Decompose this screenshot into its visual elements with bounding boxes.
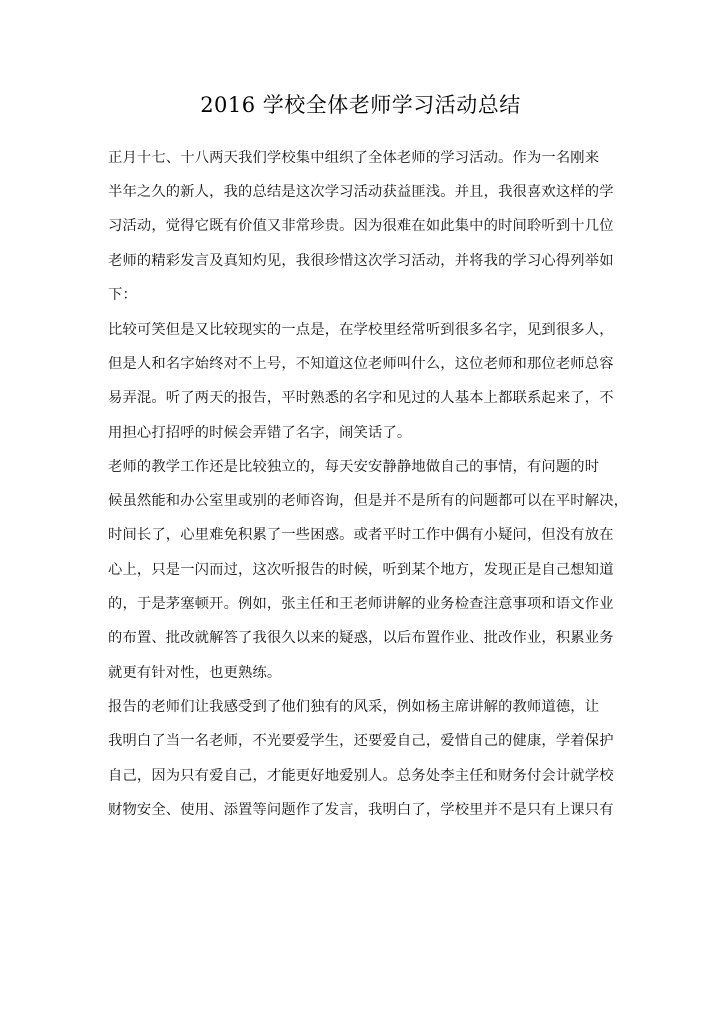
paragraph-line: 自己，因为只有爱自己，才能更好地爱别人。总务处李主任和财务付会计就学校 xyxy=(108,768,614,784)
paragraph-line: 候虽然能和办公室里或别的老师咨询，但是并不是所有的问题都可以在平时解决， xyxy=(108,493,629,509)
document-title: 2016 学校全体老师学习活动总结 xyxy=(200,93,521,117)
paragraph-line: 但是人和名字始终对不上号，不知道这位老师叫什么，这位老师和那位老师总容 xyxy=(108,356,614,372)
paragraph-line: 财物安全、使用、添置等问题作了发言，我明白了，学校里并不是只有上课只有 xyxy=(108,802,614,818)
paragraph-line: 心上，只是一闪而过，这次听报告的时候，听到某个地方，发现正是自己想知道 xyxy=(108,562,614,578)
paragraph-line: 老师的教学工作还是比较独立的，每天安安静静地做自己的事情，有问题的时 xyxy=(108,459,600,475)
paragraph-line: 的，于是茅塞顿开。例如，张主任和王老师讲解的业务检查注意事项和语文作业 xyxy=(108,596,614,612)
paragraph-line: 就更有针对性，也更熟练。 xyxy=(108,665,282,681)
paragraph-line: 易弄混。听了两天的报告，平时熟悉的名字和见过的人基本上都联系起来了，不 xyxy=(108,390,614,406)
paragraph-line: 时间长了，心里难免积累了一些困惑。或者平时工作中偶有小疑问，但没有放在 xyxy=(108,527,614,543)
paragraph-line: 的布置、批改就解答了我很久以来的疑惑，以后布置作业、批改作业，积累业务 xyxy=(108,630,614,646)
paragraph-line: 半年之久的新人，我的总结是这次学习活动获益匪浅。并且，我很喜欢这样的学 xyxy=(108,184,614,200)
paragraph-line: 报告的老师们让我感受到了他们独有的风采，例如杨主席讲解的教师道德，让 xyxy=(108,699,600,715)
paragraph-line: 我明白了当一名老师，不光要爱学生，还要爱自己，爱惜自己的健康，学着保护 xyxy=(108,733,614,749)
paragraph-line: 正月十七、十八两天我们学校集中组织了全体老师的学习活动。作为一名刚来 xyxy=(108,150,600,166)
paragraph-line: 比较可笑但是又比较现实的一点是，在学校里经常听到很多名字，见到很多人， xyxy=(108,322,614,338)
paragraph-line: 老师的精彩发言及真知灼见，我很珍惜这次学习活动，并将我的学习心得列举如 xyxy=(108,253,614,269)
paragraph-line: 用担心打招呼的时候会弄错了名字，闹笑话了。 xyxy=(108,425,412,441)
paragraph-line: 习活动，觉得它既有价值又非常珍贵。因为很难在如此集中的时间聆听到十几位 xyxy=(108,218,614,234)
paragraph-line: 下： xyxy=(108,287,137,303)
